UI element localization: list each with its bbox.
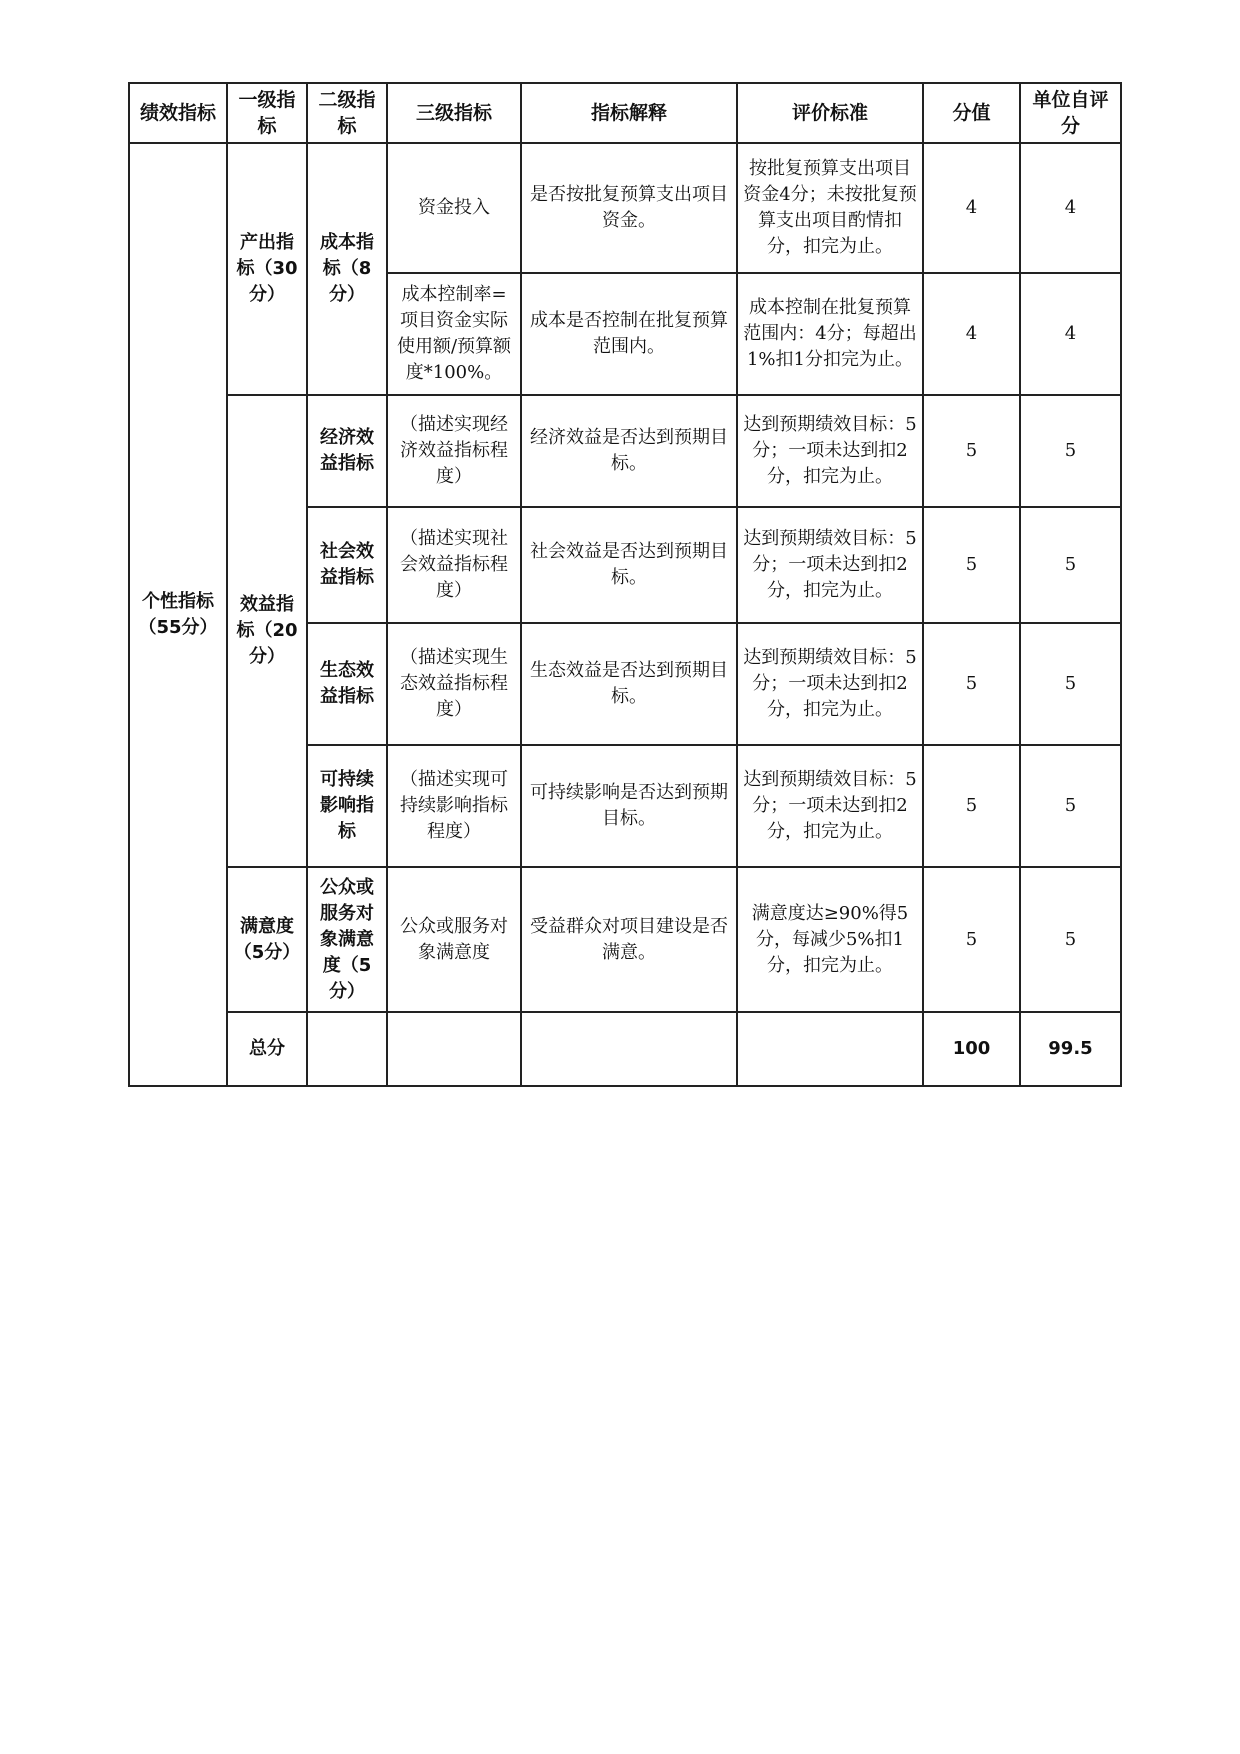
total-label: 总分 (227, 1012, 307, 1086)
level2-cell: 经济效益指标 (307, 395, 387, 507)
explain-cell: 经济效益是否达到预期目标。 (521, 395, 737, 507)
level2-cell: 成本指标（8分） (307, 143, 387, 395)
level3-cell: （描述实现可持续影响指标程度） (387, 745, 521, 867)
standard-cell: 达到预期绩效目标：5分；一项未达到扣2 分，扣完为止。 (737, 507, 923, 623)
level3-cell: 公众或服务对象满意度 (387, 867, 521, 1012)
level3-cell: （描述实现生态效益指标程度） (387, 623, 521, 745)
table-row (129, 395, 1121, 507)
group-cell: 个性指标（55分） (129, 143, 227, 1086)
standard-cell: 达到预期绩效目标：5分；一项未达到扣2 分，扣完为止。 (737, 395, 923, 507)
self-score-cell: 4 (1020, 273, 1121, 395)
score-cell: 5 (923, 623, 1020, 745)
score-cell: 5 (923, 867, 1020, 1012)
self-score-cell: 5 (1020, 623, 1121, 745)
table-row (129, 143, 1121, 273)
self-score-cell: 5 (1020, 867, 1121, 1012)
header-cell: 指标解释 (521, 83, 737, 143)
level2-cell: 社会效益指标 (307, 507, 387, 623)
standard-cell: 满意度达≥90%得5分，每减少5%扣1分，扣完为止。 (737, 867, 923, 1012)
score-cell: 5 (923, 507, 1020, 623)
header-cell: 分值 (923, 83, 1020, 143)
level2-cell (307, 867, 387, 1012)
standard-cell: 成本控制在批复预算范围内：4分；每超出1%扣1分扣完为止。 (737, 273, 923, 395)
header-cell: 评价标准 (737, 83, 923, 143)
standard-cell: 按批复预算支出项目资金4分；未按批复预算支出项目酌情扣分，扣完为止。 (737, 143, 923, 273)
score-cell: 5 (923, 745, 1020, 867)
empty-cell (307, 1012, 387, 1086)
explain-cell: 社会效益是否达到预期目标。 (521, 507, 737, 623)
standard-cell: 达到预期绩效目标：5分；一项未达到扣2分，扣完为止。 (737, 623, 923, 745)
empty-cell (737, 1012, 923, 1086)
explain-cell: 成本是否控制在批复预算范围内。 (521, 273, 737, 395)
explain-cell: 可持续影响是否达到预期目标。 (521, 745, 737, 867)
table-row (129, 867, 1121, 1012)
self-score-cell: 4 (1020, 143, 1121, 273)
level1-cell: 效益指标（20分） (227, 395, 307, 867)
explain-cell: 受益群众对项目建设是否满意。 (521, 867, 737, 1012)
level1-cell: 产出指标（30分） (227, 143, 307, 395)
header-row (129, 83, 1121, 143)
total-self-score: 99.5 (1020, 1012, 1121, 1086)
header-cell: 绩效指标 (129, 83, 227, 143)
header-cell: 三级指标 (387, 83, 521, 143)
explain-cell: 生态效益是否达到预期目标。 (521, 623, 737, 745)
level3-cell: （描述实现社会效益指标程度） (387, 507, 521, 623)
level2-cell: 生态效益指标 (307, 623, 387, 745)
level3-cell: 资金投入 (387, 143, 521, 273)
level3-cell: 成本控制率=项目资金实际使用额/预算额度*100%。 (387, 273, 521, 395)
self-score-cell: 5 (1020, 507, 1121, 623)
total-score: 100 (923, 1012, 1020, 1086)
level3-cell: （描述实现经济效益指标程度） (387, 395, 521, 507)
level1-cell: 满意度（5分） (227, 867, 307, 1012)
score-cell: 5 (923, 395, 1020, 507)
score-cell: 4 (923, 143, 1020, 273)
empty-cell (387, 1012, 521, 1086)
level2-cell: 可持续影响指标 (307, 745, 387, 867)
level2-cell-text: 公众或服务对象满意度（5分） (320, 876, 374, 1002)
explain-cell: 是否按批复预算支出项目资金。 (521, 143, 737, 273)
empty-cell (521, 1012, 737, 1086)
score-cell: 4 (923, 273, 1020, 395)
header-cell: 单位自评分 (1020, 83, 1121, 143)
performance-table (128, 82, 1122, 1087)
header-cell: 一级指标 (227, 83, 307, 143)
self-score-cell: 5 (1020, 395, 1121, 507)
self-score-cell: 5 (1020, 745, 1121, 867)
standard-cell: 达到预期绩效目标：5分；一项未达到扣2分，扣完为止。 (737, 745, 923, 867)
header-cell: 二级指标 (307, 83, 387, 143)
total-row (129, 1012, 1121, 1086)
